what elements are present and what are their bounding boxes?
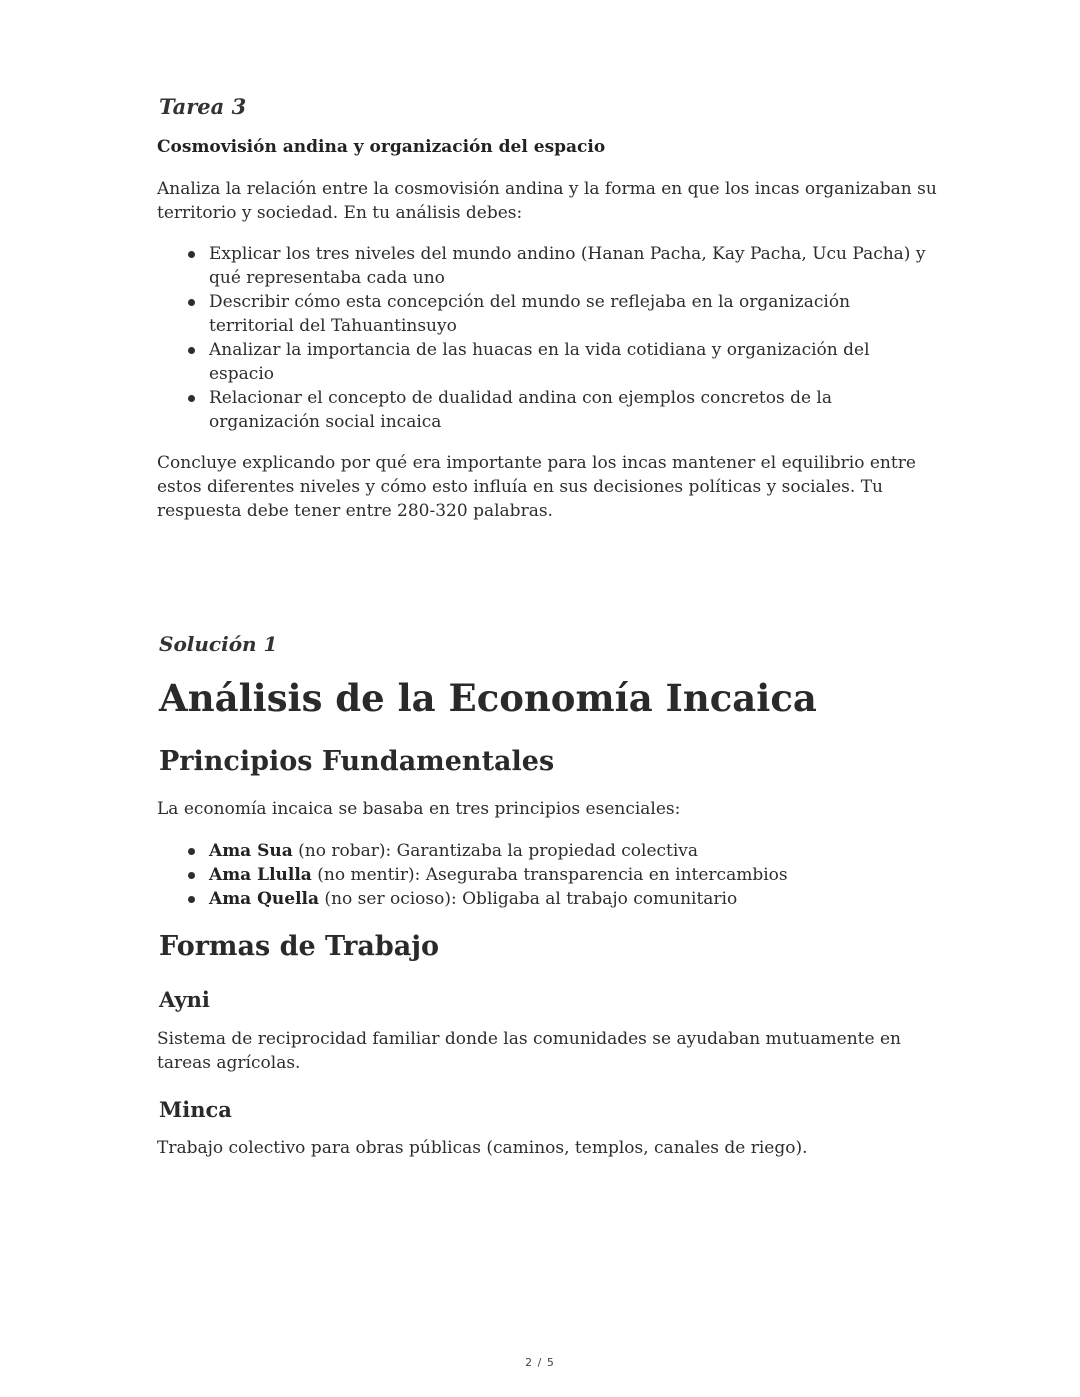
bullet-icon [188,896,195,903]
task-subtitle: Cosmovisión andina y organización del espacio [157,137,606,157]
bullet-icon [188,872,195,879]
bullet-icon [188,395,195,402]
list-item: Ama Quella (no ser ocioso): Obligaba al trabajo comunitario [157,887,937,911]
minca-heading: Minca [159,1097,232,1122]
list-item: Relacionar el concepto de dualidad andina con ejemplos concretos de la organización social incaica [157,386,937,434]
task-label: Tarea 3 [159,94,247,119]
page-number: 2 / 5 [525,1356,555,1369]
task-conclusion: Concluye explicando por qué era importante para los incas mantener el equilibrio entre estos diferentes niveles y cómo esto influía en sus decisiones políticas y sociales. Tu respuesta debe tener entre 280-320 palabras. [157,453,916,521]
task-intro: Analiza la relación entre la cosmovisión andina y la forma en que los incas organizaban su territorio y sociedad. En tu análisis debes: [157,179,937,223]
solution-title: Análisis de la Economía Incaica [159,676,817,720]
principles-heading: Principios Fundamentales [159,746,555,777]
principle-term: Ama Quella [209,889,320,909]
list-item: Ama Sua (no robar): Garantizaba la propiedad colectiva [157,839,937,863]
principles-list [157,839,937,911]
list-item: Ama Llulla (no mentir): Aseguraba transparencia en intercambios [157,863,937,887]
ayni-text: Sistema de reciprocidad familiar donde las comunidades se ayudaban mutuamente en tareas agrícolas. [157,1029,901,1073]
bullet-icon [188,251,195,258]
task-requirements-list [157,242,937,434]
list-item: Explicar los tres niveles del mundo andino (Hanan Pacha, Kay Pacha, Ucu Pacha) y qué representaba cada uno [157,242,937,290]
list-item: Describir cómo esta concepción del mundo se reflejaba en la organización territorial del Tahuantinsuyo [157,290,937,338]
bullet-icon [188,848,195,855]
bullet-icon [188,347,195,354]
principles-intro: La economía incaica se basaba en tres principios esenciales: [157,799,681,819]
bullet-icon [188,299,195,306]
ayni-heading: Ayni [159,987,210,1012]
work-forms-heading: Formas de Trabajo [159,931,440,962]
solution-label: Solución 1 [159,632,278,656]
minca-text: Trabajo colectivo para obras públicas (caminos, templos, canales de riego). [157,1138,808,1158]
principle-term: Ama Llulla [209,865,312,885]
principle-term: Ama Sua [209,841,293,861]
list-item: Analizar la importancia de las huacas en la vida cotidiana y organización del espacio [157,338,937,386]
